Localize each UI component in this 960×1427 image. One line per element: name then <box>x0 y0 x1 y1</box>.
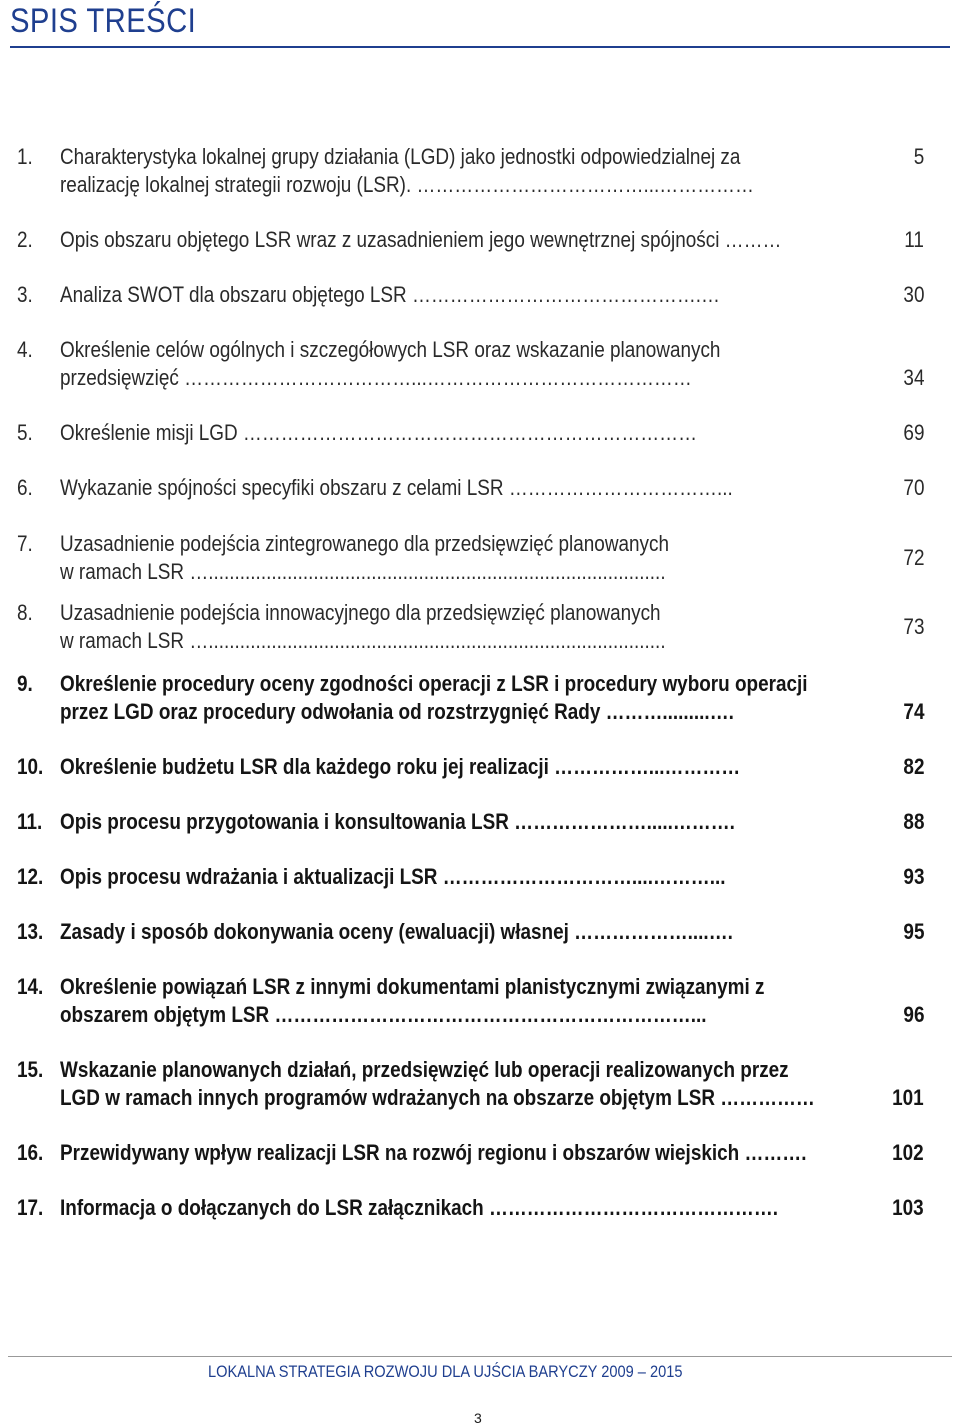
toc-entry-number: 4. <box>17 337 33 362</box>
toc-entry-line: Określenie procedury oceny zgodności operacji z LSR i procedury wyboru operacji <box>60 671 808 696</box>
toc-entry-line: Określenie misji LGD ……………………………………………………………… <box>60 420 698 445</box>
toc-entry-line: realizację lokalnej strategii rozwoju (LSR). ………………………………...…………… <box>60 172 754 197</box>
toc-entry-line: Analiza SWOT dla obszaru objętego LSR ……………………………………….… <box>60 282 720 307</box>
toc-entry-number: 5. <box>17 420 33 445</box>
toc-entry-title <box>60 1194 868 1222</box>
toc-entry-line: Określenie powiązań LSR z innymi dokumentami planistycznymi związanymi z <box>60 974 765 999</box>
toc-entry-number: 8. <box>17 600 33 625</box>
toc-entry-title <box>60 419 868 447</box>
toc-entry-page: 93 <box>902 864 924 889</box>
toc-entry-title <box>60 226 868 254</box>
toc-entry-number: 10. <box>17 754 44 779</box>
toc-entry-line: Opis procesu przygotowania i konsultowania LSR ………………….....………. <box>60 809 735 834</box>
toc-entry-number: 15. <box>17 1057 44 1082</box>
toc-entry-title <box>60 670 868 726</box>
toc-entry-page: 103 <box>892 1195 924 1220</box>
toc-entry-page: 30 <box>902 282 924 307</box>
toc-entry-number: 6. <box>17 475 33 500</box>
toc-entry-line: Zasady i sposób dokonywania oceny (ewaluacji) własnej ………………....…. <box>60 919 733 944</box>
toc-entry-line: Informacja o dołączanych do LSR załącznikach ………………………………………. <box>60 1195 779 1220</box>
toc-entry-title <box>60 281 868 309</box>
toc-entry-title <box>60 599 868 655</box>
toc-entry-page: 95 <box>902 919 924 944</box>
toc-entry-page: 82 <box>902 754 924 779</box>
toc-entry-line: przez LGD oraz procedury odwołania od rozstrzygnięć Rady ……….........…. <box>60 699 734 724</box>
toc-entry-line: przedsięwzięć ………………………………...…………………………………… <box>60 365 692 390</box>
page-title: SPIS TREŚCI <box>10 2 197 40</box>
toc-entry-line: LGD w ramach innych programów wdrażanych na obszarze objętym LSR …………… <box>60 1085 815 1110</box>
toc-entry-line: w ramach LSR …....................................................................................... <box>60 628 666 653</box>
toc-entry-number: 12. <box>17 864 44 889</box>
toc-entry-line: Uzasadnienie podejścia innowacyjnego dla przedsięwzięć planowanych <box>60 600 661 625</box>
toc-entry-page: 88 <box>902 809 924 834</box>
toc-entry-title <box>60 474 868 502</box>
toc-entry-line: obszarem objętym LSR …………………………………………………………... <box>60 1002 707 1027</box>
page-number: 3 <box>474 1410 482 1426</box>
toc-entry-number: 9. <box>17 671 33 696</box>
toc-entry-line: Uzasadnienie podejścia zintegrowanego dla przedsięwzięć planowanych <box>60 531 669 556</box>
toc-entry-line: w ramach LSR …....................................................................................... <box>60 559 666 584</box>
toc-entry-line: Wykazanie spójności specyfiki obszaru z celami LSR ……………………………... <box>60 475 733 500</box>
toc-entry-title <box>60 863 868 891</box>
toc-entry-number: 13. <box>17 919 44 944</box>
footer-title: LOKALNA STRATEGIA ROZWOJU DLA UJŚCIA BARYCZY 2009 – 2015 <box>208 1362 683 1381</box>
toc-entry-title <box>60 1056 868 1112</box>
toc-entry-number: 3. <box>17 282 33 307</box>
toc-entry-line: Charakterystyka lokalnej grupy działania (LGD) jako jednostki odpowiedzialnej za <box>60 144 741 169</box>
toc-entry-title <box>60 753 868 781</box>
toc-entry-title <box>60 336 868 392</box>
toc-entry-page: 96 <box>902 1002 924 1027</box>
toc-entry-number: 14. <box>17 974 44 999</box>
toc-entry-line: Opis procesu wdrażania i aktualizacji LSR …………………………....………... <box>60 864 726 889</box>
toc-entry-title <box>60 973 868 1029</box>
footer-divider <box>8 1356 952 1357</box>
toc-entry-page: 72 <box>902 545 924 570</box>
toc-entry-title <box>60 918 868 946</box>
toc-entry-page: 102 <box>892 1140 924 1165</box>
toc-entry-number: 7. <box>17 531 33 556</box>
toc-entry-title <box>60 143 868 199</box>
toc-entry-page: 34 <box>902 365 924 390</box>
toc-entry-line: Określenie celów ogólnych i szczegółowych LSR oraz wskazanie planowanych <box>60 337 721 362</box>
toc-entry-line: Określenie budżetu LSR dla każdego roku jej realizacji ……………...………… <box>60 754 741 779</box>
toc-entry-title <box>60 808 868 836</box>
toc-entry-number: 2. <box>17 227 33 252</box>
toc-entry-page: 70 <box>902 475 924 500</box>
toc-entry-page: 73 <box>902 614 924 639</box>
toc-entry-number: 16. <box>17 1140 44 1165</box>
toc-entry-number: 1. <box>17 144 33 169</box>
toc-entry-line: Przewidywany wpływ realizacji LSR na rozwój regionu i obszarów wiejskich ………. <box>60 1140 807 1165</box>
toc-entry-title <box>60 1139 868 1167</box>
toc-entry-title <box>60 530 868 586</box>
toc-entry-page: 5 <box>913 144 924 169</box>
toc-entry-page: 101 <box>892 1085 924 1110</box>
toc-entry-page: 11 <box>904 227 924 252</box>
toc-entry-page: 74 <box>902 699 924 724</box>
title-divider <box>10 46 950 48</box>
toc-entry-number: 11. <box>17 809 43 834</box>
toc-entry-number: 17. <box>17 1195 44 1220</box>
toc-entry-line: Wskazanie planowanych działań, przedsięwzięć lub operacji realizowanych przez <box>60 1057 789 1082</box>
toc-entry-page: 69 <box>902 420 924 445</box>
toc-entry-line: Opis obszaru objętego LSR wraz z uzasadnieniem jego wewnętrznej spójności ……… <box>60 227 782 252</box>
